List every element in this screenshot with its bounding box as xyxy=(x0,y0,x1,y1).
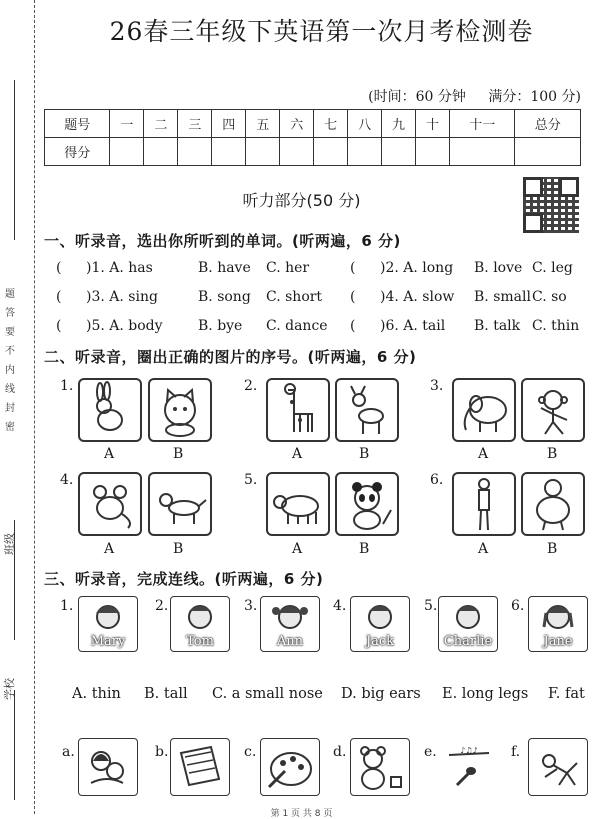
match-option[interactable]: B. tall xyxy=(144,686,188,702)
score-cell: 十 xyxy=(416,110,450,138)
picture-letter: c. xyxy=(244,744,257,760)
score-cell: 三 xyxy=(178,110,212,138)
panda-icon[interactable] xyxy=(335,472,399,536)
option-c: C. her xyxy=(266,260,310,276)
picture-letter: e. xyxy=(424,744,437,760)
person-number: 2. xyxy=(155,598,169,614)
score-cell: 四 xyxy=(212,110,246,138)
score-input-cell[interactable] xyxy=(110,138,144,166)
picture-letter: a. xyxy=(62,744,75,760)
full-score: 满分：100 分) xyxy=(488,89,581,105)
part1-title: 一、听录音，选出你所听到的单词。(听两遍，6 分) xyxy=(44,232,401,250)
person-name: Jane xyxy=(543,634,573,649)
score-table xyxy=(44,109,581,166)
option-b: B. bye xyxy=(198,318,243,334)
giraffe-icon[interactable] xyxy=(266,378,330,442)
picture-group-number: 6. xyxy=(430,472,444,488)
score-cell: 二 xyxy=(144,110,178,138)
option-b: B. song xyxy=(198,289,251,305)
score-input-cell[interactable] xyxy=(449,138,514,166)
score-table-header-row xyxy=(45,110,581,138)
score-input-cell[interactable] xyxy=(515,138,581,166)
option-a: )2. A. long xyxy=(380,260,454,276)
exam-title: 26春三年级下英语第一次月考检测卷 xyxy=(109,17,534,46)
score-input-cell[interactable] xyxy=(144,138,178,166)
option-b: B. have xyxy=(198,260,251,276)
answer-bracket[interactable]: ( xyxy=(350,260,356,276)
score-cell: 六 xyxy=(280,110,314,138)
score-cell: 总分 xyxy=(515,110,581,138)
match-option[interactable]: D. big ears xyxy=(341,686,421,702)
part2-title: 二、听录音，圈出正确的图片的序号。(听两遍，6 分) xyxy=(44,348,417,366)
person-number: 6. xyxy=(511,598,525,614)
person-name: Tom xyxy=(186,634,214,649)
person-number: 5. xyxy=(424,598,438,614)
seal-warning: 题答要不内线封密 xyxy=(5,289,15,433)
person-name: Ann xyxy=(276,634,304,649)
picture-group-number: 3. xyxy=(430,378,444,394)
option-a: )5. A. body xyxy=(86,318,163,334)
match-option[interactable]: E. long legs xyxy=(442,686,529,702)
match-option[interactable]: C. a small nose xyxy=(212,686,323,702)
palette-icon[interactable] xyxy=(260,738,320,796)
option-c: C. so xyxy=(532,289,567,305)
part1-row-3 xyxy=(56,318,596,336)
option-b: B. talk xyxy=(474,318,521,334)
answer-bracket[interactable]: ( xyxy=(56,289,62,305)
option-c: C. thin xyxy=(532,318,580,334)
score-cell: 九 xyxy=(382,110,416,138)
score-input-cell[interactable] xyxy=(348,138,382,166)
bear-icon[interactable] xyxy=(266,472,330,536)
picture-letter: d. xyxy=(333,744,347,760)
score-cell: 十一 xyxy=(449,110,514,138)
part1-row-1 xyxy=(56,260,596,278)
person-card[interactable] xyxy=(78,596,138,652)
dog-icon[interactable] xyxy=(148,472,212,536)
picture-group-number: 4. xyxy=(60,472,74,488)
score-input-cell[interactable] xyxy=(314,138,348,166)
cat-icon[interactable] xyxy=(148,378,212,442)
score-input-cell[interactable] xyxy=(178,138,212,166)
person-number: 4. xyxy=(333,598,347,614)
person-name: Jack xyxy=(365,634,395,649)
class-label: 班级 xyxy=(3,533,16,555)
score-cell: 五 xyxy=(246,110,280,138)
person-card[interactable] xyxy=(350,596,410,652)
exam-meta xyxy=(350,86,581,106)
person-number: 1. xyxy=(60,598,74,614)
monkey-icon[interactable] xyxy=(521,378,585,442)
option-b: B. love xyxy=(474,260,523,276)
person-number: 3. xyxy=(244,598,258,614)
choice-label-b[interactable]: B xyxy=(173,541,184,557)
binding-margin xyxy=(0,0,35,814)
book-icon[interactable] xyxy=(170,738,230,796)
match-option[interactable]: A. thin xyxy=(72,686,121,702)
deer-icon[interactable] xyxy=(335,378,399,442)
person-card[interactable] xyxy=(170,596,230,652)
answer-bracket[interactable]: ( xyxy=(56,318,62,334)
girl-hugging-icon[interactable] xyxy=(78,738,138,796)
score-cell: 八 xyxy=(348,110,382,138)
choice-label-a[interactable]: A xyxy=(104,446,115,462)
option-c: C. short xyxy=(266,289,323,305)
score-input-cell[interactable] xyxy=(280,138,314,166)
score-input-cell[interactable] xyxy=(416,138,450,166)
fat-boy-icon[interactable] xyxy=(521,472,585,536)
microphone-icon[interactable] xyxy=(438,738,498,796)
mouse-icon[interactable] xyxy=(78,472,142,536)
picture-letter: b. xyxy=(155,744,169,760)
picture-group-number: 5. xyxy=(244,472,258,488)
choice-label-a[interactable]: A xyxy=(292,446,303,462)
time-limit: (时间：60 分钟 xyxy=(368,89,466,105)
teddy-bear-icon[interactable] xyxy=(350,738,410,796)
rabbit-icon[interactable] xyxy=(78,378,142,442)
option-b: B. small xyxy=(474,289,531,305)
picture-group-number: 2. xyxy=(244,378,258,394)
part3-title: 三、听录音，完成连线。(听两遍，6 分) xyxy=(44,570,324,588)
picture-group-number: 1. xyxy=(60,378,74,394)
choice-label-b[interactable]: B xyxy=(173,446,184,462)
listening-section-header: 听力部分(50 分) xyxy=(242,191,361,210)
choice-label-a[interactable]: A xyxy=(292,541,303,557)
person-card[interactable] xyxy=(260,596,320,652)
choice-label-b[interactable]: B xyxy=(359,446,370,462)
school-label: 学校 xyxy=(3,678,16,700)
thin-boy-icon[interactable] xyxy=(452,472,516,536)
score-cell: 题号 xyxy=(45,110,110,138)
choice-label-a[interactable]: A xyxy=(104,541,115,557)
score-row-label: 得分 xyxy=(45,138,110,166)
score-input-cell[interactable] xyxy=(212,138,246,166)
person-name: Mary xyxy=(90,634,126,649)
person-card[interactable] xyxy=(528,596,588,652)
option-c: C. leg xyxy=(532,260,573,276)
score-table-score-row xyxy=(45,138,581,166)
option-a: )3. A. sing xyxy=(86,289,158,305)
score-input-cell[interactable] xyxy=(246,138,280,166)
score-input-cell[interactable] xyxy=(382,138,416,166)
option-a: )1. A. has xyxy=(86,260,153,276)
dancer-icon[interactable] xyxy=(528,738,588,796)
answer-bracket[interactable]: ( xyxy=(350,289,356,305)
person-name: Charlie xyxy=(443,634,493,649)
part1-row-2 xyxy=(56,289,596,307)
page-footer: 第 1 页 共 8 页 xyxy=(270,809,333,819)
match-option[interactable]: F. fat xyxy=(548,686,585,702)
option-a: )6. A. tail xyxy=(380,318,446,334)
choice-label-b[interactable]: B xyxy=(547,446,558,462)
answer-bracket[interactable]: ( xyxy=(350,318,356,334)
choice-label-a[interactable]: A xyxy=(478,446,489,462)
option-c: C. dance xyxy=(266,318,328,334)
answer-bracket[interactable]: ( xyxy=(56,260,62,276)
choice-label-a[interactable]: A xyxy=(478,541,489,557)
elephant-icon[interactable] xyxy=(452,378,516,442)
person-card[interactable] xyxy=(438,596,498,652)
svg-text:♪♫♪: ♪♫♪ xyxy=(460,746,478,755)
picture-letter: f. xyxy=(511,744,521,760)
score-cell: 七 xyxy=(314,110,348,138)
option-a: )4. A. slow xyxy=(380,289,455,305)
score-cell: 一 xyxy=(110,110,144,138)
choice-label-b[interactable]: B xyxy=(359,541,370,557)
choice-label-b[interactable]: B xyxy=(547,541,558,557)
